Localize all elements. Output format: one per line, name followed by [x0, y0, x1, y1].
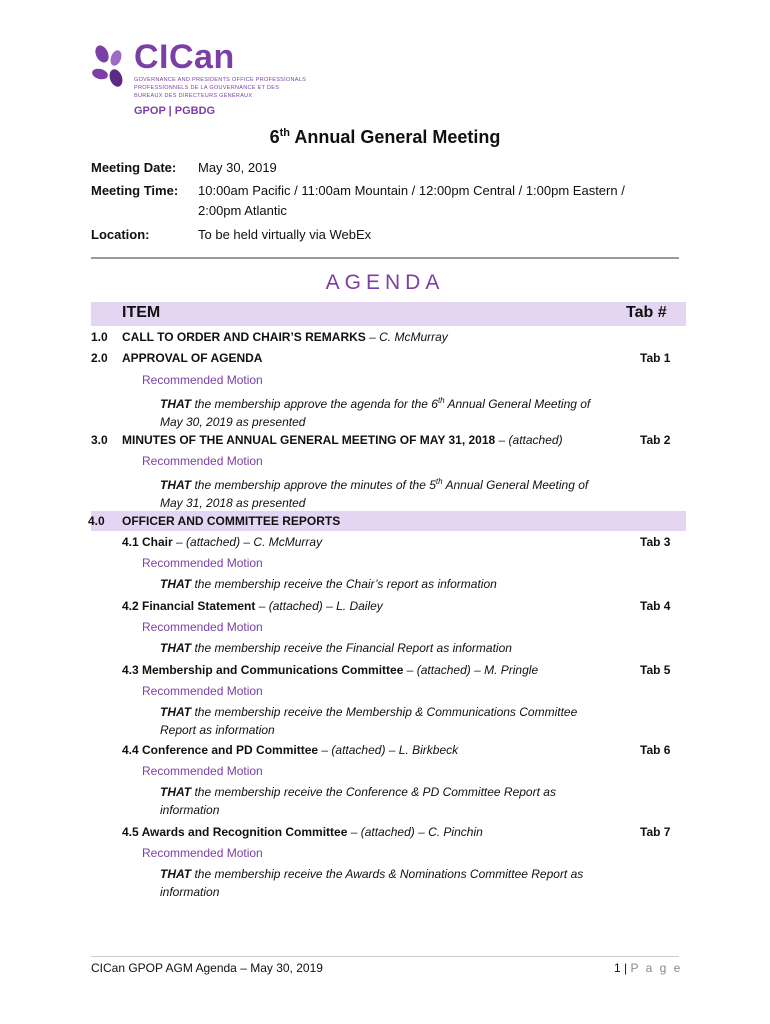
- page-number: 1 | P a g e: [614, 961, 683, 975]
- logo-wordmark: CICan: [134, 38, 235, 76]
- footer-divider: [91, 956, 679, 957]
- logo-sub: GPOP | PGBDG: [134, 105, 216, 117]
- meeting-time-line1: 10:00am Pacific / 11:00am Mountain / 12:00pm Central / 1:00pm Eastern /: [198, 183, 625, 198]
- subitem-title: 4.2 Financial Statement – (attached) – L. Dailey: [122, 599, 383, 613]
- tab-ref: Tab 3: [640, 535, 671, 549]
- recommended-motion-label: Recommended Motion: [142, 454, 263, 468]
- recommended-motion-label: Recommended Motion: [142, 620, 263, 634]
- page-title: 6th Annual General Meeting: [269, 127, 501, 147]
- cican-logo-mark: [90, 44, 134, 90]
- recommended-motion-label: Recommended Motion: [142, 373, 263, 387]
- meeting-date-value: May 30, 2019: [198, 160, 277, 175]
- motion-text: THAT the membership receive the Financial Report as information: [160, 641, 512, 655]
- location-label: Location:: [91, 227, 150, 242]
- recommended-motion-label: Recommended Motion: [142, 846, 263, 860]
- logo-line-3: BUREAUX DES DIRECTEURS GÉNÉRAUX: [134, 93, 253, 99]
- footer-title: CICan GPOP AGM Agenda – May 30, 2019: [91, 961, 323, 975]
- meeting-time-label: Meeting Time:: [91, 183, 179, 198]
- subitem-title: 4.5 Awards and Recognition Committee – (attached) – C. Pinchin: [122, 825, 483, 839]
- table-header-band: [91, 302, 686, 326]
- location-value: To be held virtually via WebEx: [198, 227, 372, 242]
- item-number: 3.0: [91, 433, 108, 447]
- tab-ref: Tab 2: [640, 433, 671, 447]
- recommended-motion-label: Recommended Motion: [142, 764, 263, 778]
- header-tab: Tab #: [626, 304, 667, 321]
- item-title: MINUTES OF THE ANNUAL GENERAL MEETING OF MAY 31, 2018 – (attached): [122, 433, 563, 447]
- tab-ref: Tab 6: [640, 743, 671, 757]
- subitem-title: 4.1 Chair – (attached) – C. McMurray: [122, 535, 323, 549]
- meeting-time-line2: 2:00pm Atlantic: [198, 203, 287, 218]
- item-title: CALL TO ORDER AND CHAIR’S REMARKS – C. McMurray: [122, 330, 448, 344]
- recommended-motion-label: Recommended Motion: [142, 684, 263, 698]
- recommended-motion-label: Recommended Motion: [142, 556, 263, 570]
- item-number: 4.0: [88, 514, 105, 528]
- item-number: 2.0: [91, 351, 108, 365]
- agenda-heading: AGENDA: [325, 271, 445, 294]
- motion-text: THAT the membership receive the Awards & Nominations Committee Report as information: [160, 867, 584, 899]
- subitem-title: 4.3 Membership and Communications Committee – (attached) – M. Pringle: [122, 663, 539, 677]
- meeting-date-label: Meeting Date:: [91, 160, 177, 175]
- logo-line-1: GOVERNANCE AND PRESIDENTS OFFICE PROFESSIONALS: [134, 77, 307, 83]
- divider: [91, 257, 679, 259]
- logo-line-2: PROFESSIONNELS DE LA GOUVERNANCE ET DES: [134, 85, 280, 91]
- motion-text: THAT the membership receive the Chair’s report as information: [160, 577, 497, 591]
- item-number: 1.0: [91, 330, 108, 344]
- item-title: OFFICER AND COMMITTEE REPORTS: [122, 514, 341, 528]
- header-item: ITEM: [122, 304, 161, 321]
- item-title: APPROVAL OF AGENDA: [122, 351, 263, 365]
- tab-ref: Tab 7: [640, 825, 671, 839]
- tab-ref: Tab 5: [640, 663, 671, 677]
- motion-text: THAT the membership approve the agenda for the 6th Annual General Meeting of May 30, 2019 as presented: [160, 396, 591, 429]
- subitem-title: 4.4 Conference and PD Committee – (attached) – L. Birkbeck: [122, 743, 459, 757]
- motion-text: THAT the membership receive the Membership & Communications Committee Report as information: [160, 705, 578, 737]
- motion-text: THAT the membership receive the Conference & PD Committee Report as information: [160, 785, 556, 817]
- tab-ref: Tab 1: [640, 351, 671, 365]
- tab-ref: Tab 4: [640, 599, 671, 613]
- motion-text: THAT the membership approve the minutes of the 5th Annual General Meeting of May 31, 2018 as presented: [160, 477, 589, 510]
